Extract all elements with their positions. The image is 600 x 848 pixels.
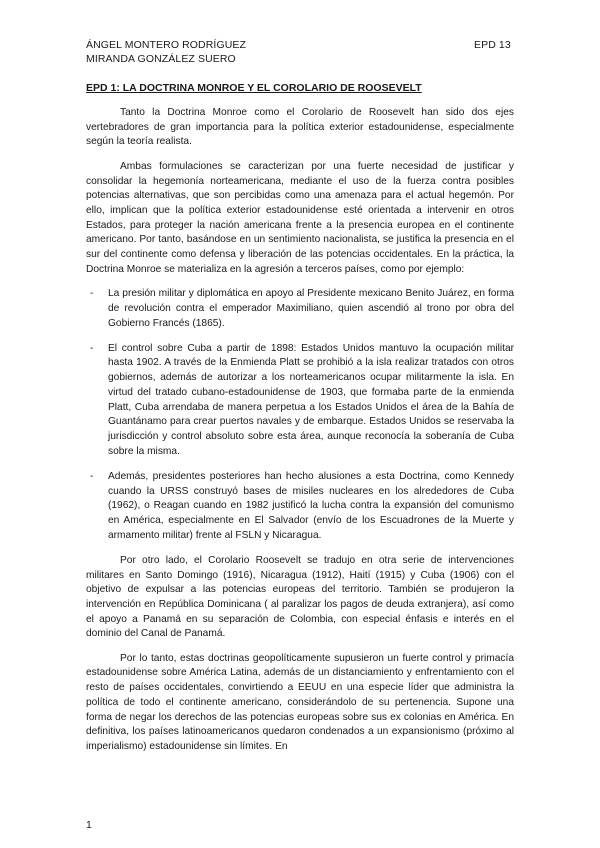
list-item-text: El control sobre Cuba a partir de 1898: Estados Unidos mantuvo la ocupación militar hasta 1902. A través de la Enmienda Platt se prohibió a la isla realizar tratados con otros gobiernos, además de autorizar a los norteamericanos ocupar militarmente la isla. En virtud del tratado cubano-estadounidense de 1903, que formaba parte de la enmienda Platt, Cuba arrendaba de manera perpetua a los Estados Unidos el área de la Bahía de Guantánamo para crear puertos navales y de embarque. Estados Unidos se reservaba la jurisdicción y control absoluto sobre esta área, aunque reconocía la soberanía de Cuba sobre la misma. (108, 342, 514, 457)
bullet-dash: - (90, 288, 94, 300)
list-item-text: Además, presidentes posteriores han hecho alusiones a esta Doctrina, como Kennedy cuando la URSS construyó bases de misiles nucleares en los alrededores de Cuba (1962), o Reagan cuando en 1982 justificó la lucha contra la expansión del comunismo en América, especialmente en El Salvador (envío de los Escuadrones de la Muerte y armamento militar) frente al FSLN y Nicaragua. (108, 470, 514, 541)
document-title: EPD 1: LA DOCTRINA MONROE Y EL COROLARIO DE ROOSEVELT (86, 82, 422, 94)
paragraph: Tanto la Doctrina Monroe como el Corolario de Roosevelt han sido dos ejes vertebradores de gran importancia para la política exterior estadounidense, especialmente según la teoría realista. (86, 107, 514, 148)
author-name-1: ÁNGEL MONTERO RODRÍGUEZ (86, 39, 247, 51)
example-list (86, 287, 514, 543)
document-body (86, 106, 514, 764)
bullet-dash: - (90, 470, 94, 482)
paragraph: Ambas formulaciones se caracterizan por una fuerte necesidad de justificar y consolidar la hegemonía norteamericana, mediante el uso de la fuerza contra posibles potencias alternativas, que son percibidas como una amenaza para el actual hegemón. Por ello, implican que la política exterior estadounidense esté orientada a intervenir en otros Estados, para proteger la nación americana frente a la presencia europea en el continente americano. Por tanto, basándose en un sentimiento nacionalista, se justifica la presencia en el sur del continente como defensa y liberación de las potencias occidentales. En la práctica, la Doctrina Monroe se materializa en la agresión a terceros países, como por ejemplo: (86, 160, 514, 275)
author-name-2: MIRANDA GONZÁLEZ SUERO (86, 53, 236, 65)
paragraph: Por otro lado, el Corolario Roosevelt se tradujo en otra serie de intervenciones militares en Santo Domingo (1916), Nicaragua (1912), Haití (1915) y Cuba (1906) con el objetivo de expulsar a las potencias europeas del territorio. También se produjeron la intervención en República Dominicana ( al paralizar los pagos de deuda extranjera), así como el apoyo a Panamá en su separación de Colombia, con especial énfasis e interés en el dominio del Canal de Panamá. (86, 554, 514, 640)
header-code: EPD 13 (474, 39, 511, 51)
list-item (86, 342, 514, 460)
bullet-dash: - (90, 342, 94, 354)
list-item (86, 287, 514, 331)
header-authors (86, 38, 246, 66)
list-item-text: La presión militar y diplomática en apoyo al Presidente mexicano Benito Juárez, en forma de revolución contra el emperador Maximiliano, quien ascendió al trono por obra del Gobierno Francés (1865). (108, 288, 514, 329)
list-item (86, 470, 514, 544)
paragraph: Por lo tanto, estas doctrinas geopolíticamente supusieron un fuerte control y primacía estadounidense sobre América Latina, además de un distanciamiento y enfrentamiento con el resto de países occidentales, convirtiendo a EEUU en una especie líder que administra la política de todo el continente americano, considerándolo de su pertenencia. Supone una forma de negar los derechos de las potencias europeas sobre sus ex colonias en América. En definitiva, los países latinoamericanos quedaron condenados a un expansionismo (próximo al imperialismo) estadounidense sin límites. En (86, 652, 514, 752)
page-number: 1 (86, 819, 92, 831)
